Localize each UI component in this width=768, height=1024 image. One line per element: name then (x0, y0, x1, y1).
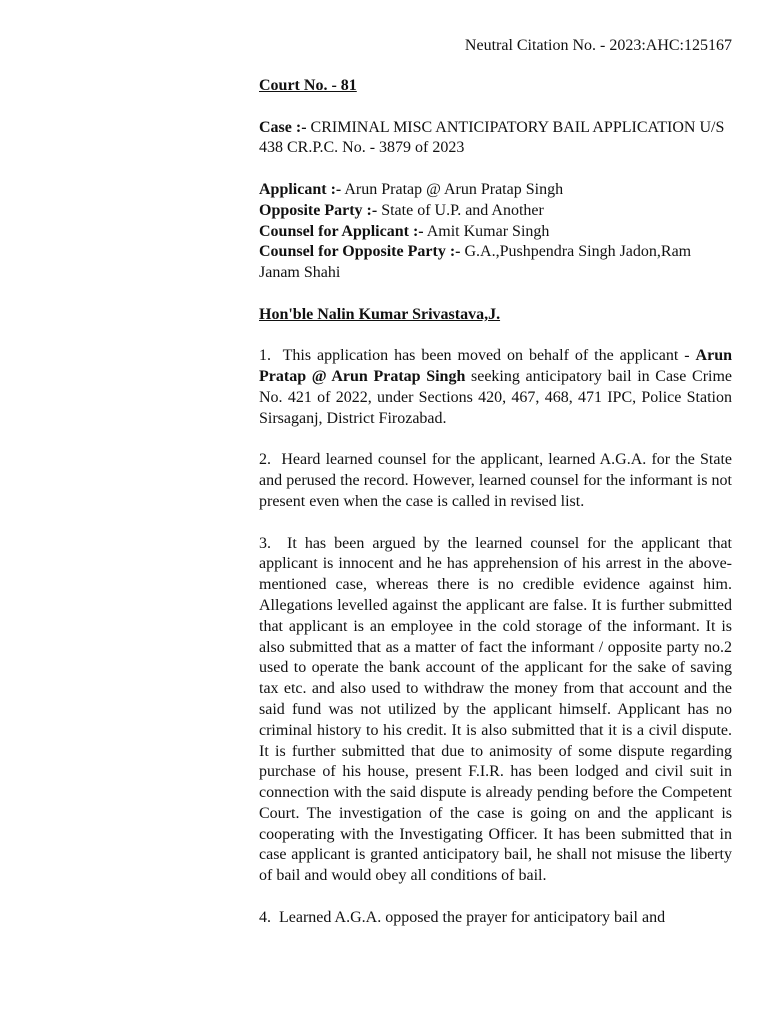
judge-name: Hon'ble Nalin Kumar Srivastava,J. (259, 305, 501, 323)
paragraph-number: 2. (259, 451, 271, 469)
opposite-party-line (259, 201, 732, 222)
counsel-opposite-name: G.A.,Pushpendra Singh Jadon,Ram Janam Shahi (259, 243, 692, 282)
applicant-line (259, 180, 732, 201)
counsel-applicant-label: Counsel for Applicant :- (259, 222, 424, 240)
neutral-citation: Neutral Citation No. - 2023:AHC:125167 (464, 37, 732, 54)
counsel-opposite-label: Counsel for Opposite Party :- (259, 243, 461, 261)
case-label: Case :- (259, 118, 307, 136)
paragraph-3 (259, 534, 732, 888)
applicant-name-bold: Arun Pratap @ Arun Pratap Singh (259, 347, 732, 386)
counsel-opposite-line (259, 242, 732, 284)
paragraph-4 (259, 908, 732, 929)
applicant-name: Arun Pratap @ Arun Pratap Singh (344, 180, 564, 198)
applicant-label: Applicant :- (259, 180, 342, 198)
case-title (259, 118, 732, 160)
paragraph-text: Learned A.G.A. opposed the prayer for anticipatory bail and (279, 908, 666, 926)
paragraph-2 (259, 450, 732, 512)
counsel-applicant-name: Amit Kumar Singh (426, 222, 550, 240)
paragraph-text: This application has been moved on behalf of the applicant - (282, 347, 690, 365)
paragraph-number: 1. (259, 347, 271, 365)
court-number: Court No. - 81 (259, 77, 357, 94)
opposite-party-name: State of U.P. and Another (381, 201, 544, 219)
counsel-applicant-line (259, 222, 732, 243)
paragraph-number: 3. (259, 534, 271, 552)
paragraph-number: 4. (259, 908, 271, 926)
opposite-party-label: Opposite Party :- (259, 201, 378, 219)
case-text: CRIMINAL MISC ANTICIPATORY BAIL APPLICATION U/S 438 CR.P.C. No. - 3879 of 2023 (259, 118, 725, 157)
paragraph-text: Heard learned counsel for the applicant, learned A.G.A. for the State and perused the record. However, learned counsel for the informant is not present even when the case is called in revised list. (259, 451, 732, 510)
parties-block (259, 180, 732, 284)
paragraph-text: seeking anticipatory bail in Case Crime No. 421 of 2022, under Sections 420, 467, 468, 471 IPC, Police Station Sirsaganj, District Firozabad. (259, 368, 733, 427)
paragraph-1 (259, 346, 732, 429)
paragraph-text: It has been argued by the learned counsel for the applicant that applicant is innocent and he has apprehension of his arrest in the above-mentioned case, whereas there is no credible evidence against him. Allegations levelled against the applicant are false. It is further submitted that applicant is an employee in the cold storage of the informant. It is also submitted that as a matter of fact the informant / opposite party no.2 used to operate the bank account of the applicant for the sake of saving tax etc. and also used to withdraw the money from that account and the said fund was not utilized by the applicant himself. Applicant has no criminal history to his credit. It is also submitted that it is a civil dispute. It is further submitted that due to animosity of some dispute regarding purchase of his house, present F.I.R. has been lodged and civil suit in connection with the said dispute is already pending before the Competent Court. The investigation of the case is going on and the applicant is cooperating with the Investigating Officer. It has been submitted that in case applicant is granted anticipatory bail, he shall not misuse the liberty of bail and would obey all conditions of bail. (259, 534, 733, 885)
judgment-body (259, 76, 732, 949)
